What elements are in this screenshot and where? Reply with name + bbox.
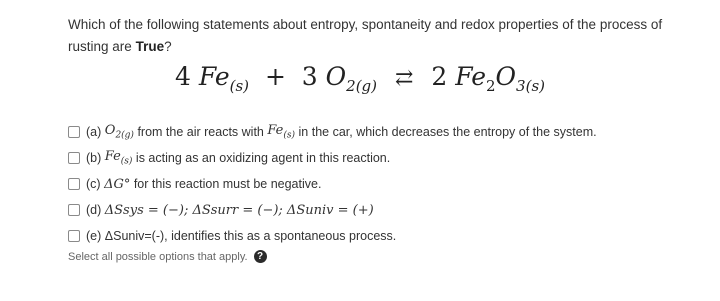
option-b-math-fe: $Fe_{(s)}$ [104,149,133,167]
question-line: Which of the following statements about entropy, spontaneity and redox properties of the process of rusting are [68,17,663,54]
option-d-checkbox[interactable] [68,204,80,216]
option-e-prefix: (e) [86,229,102,243]
option-c-checkbox[interactable] [68,178,80,190]
question-text [68,14,698,58]
plus-sign: + [264,62,286,91]
reactant-fe: Fe [198,62,230,91]
option-a-prefix: (a) [86,125,102,139]
options-list [68,119,708,249]
option-d[interactable] [68,197,708,223]
question-end: ? [164,39,172,54]
product-o: O [495,62,517,91]
option-e-text1: ΔSuniv=(-), identifies this as a spontaneous process. [104,229,397,243]
product-o-sub: 3(s) [516,77,545,95]
option-b-prefix: (b) [86,151,102,165]
option-c[interactable] [68,171,708,197]
select-all-instruction: Select all possible options that apply. [68,250,248,263]
question-emphasis: True [135,39,165,54]
option-a[interactable] [68,119,708,145]
coef-1: 4 [174,62,191,91]
product-fe-sub: 2 [486,77,496,95]
option-a-math-o2: $O_{2(g)}$ [104,123,134,141]
equilibrium-arrow-icon: ⇄ [394,66,414,91]
reactant-o-state: 2(g) [346,77,378,95]
reactant-o: O [325,62,347,91]
option-a-math-fe: $Fe_{(s)}$ [267,123,296,141]
reactant-fe-state: (s) [229,77,250,95]
coef-3: 2 [431,62,448,91]
option-d-math: ΔSsys = (−); ΔSsurr = (−); ΔSuniv = (+) [104,202,374,218]
option-b[interactable] [68,145,708,171]
option-d-prefix: (d) [86,203,102,217]
product-fe: Fe [455,62,486,91]
reaction-equation [0,62,720,95]
option-a-text2: in the car, which decreases the entropy of the system. [298,125,597,139]
option-a-text1: from the air reacts with [137,125,264,139]
option-e[interactable] [68,223,708,249]
help-icon[interactable]: ? [254,250,267,263]
option-e-checkbox[interactable] [68,230,80,242]
option-b-checkbox[interactable] [68,152,80,164]
coef-2: 3 [301,62,318,91]
option-a-checkbox[interactable] [68,126,80,138]
option-c-prefix: (c) [86,177,101,191]
footer [68,250,267,263]
option-b-text1: is acting as an oxidizing agent in this reaction. [135,151,391,165]
option-c-math: ΔG° [104,176,131,192]
option-c-text1: for this reaction must be negative. [133,177,322,191]
